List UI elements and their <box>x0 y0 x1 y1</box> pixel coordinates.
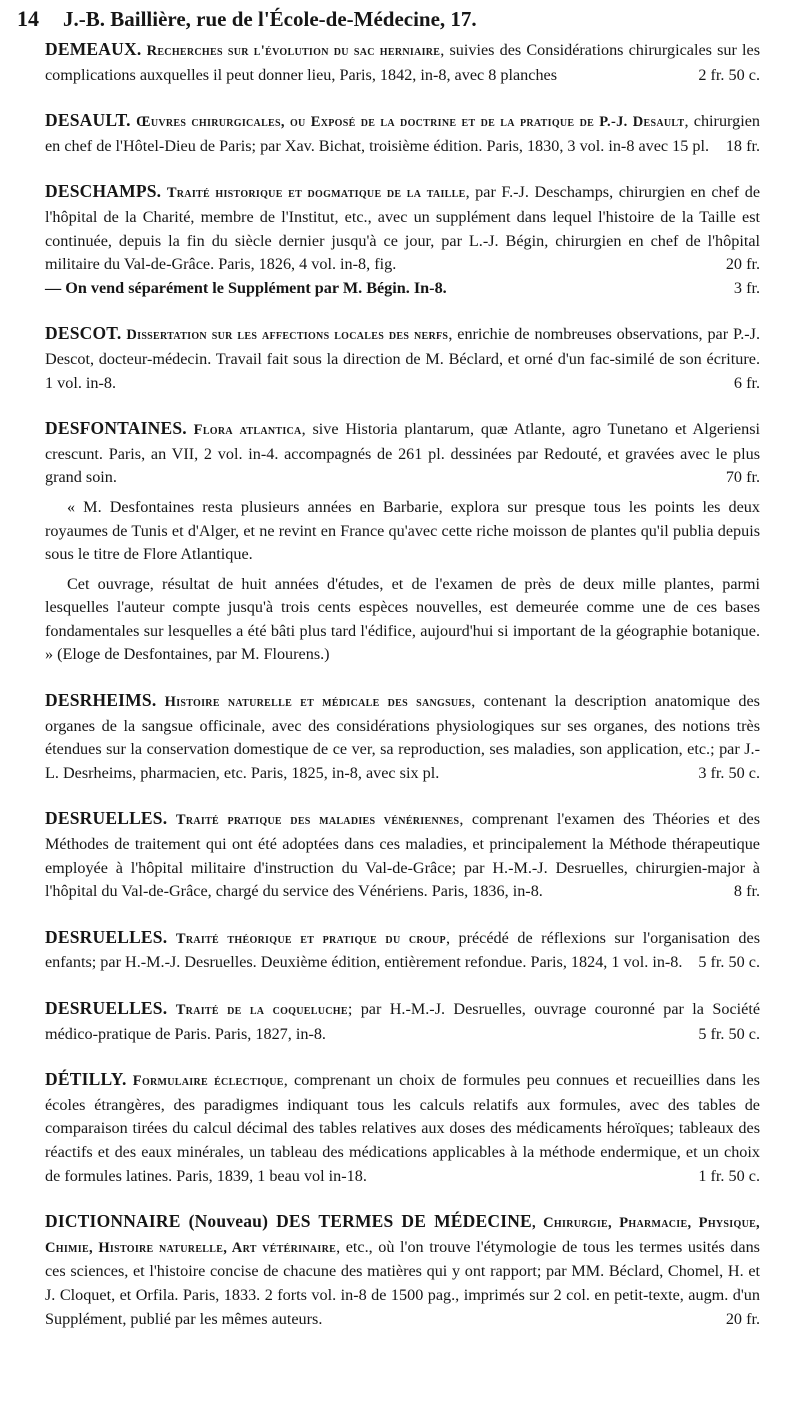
entry-title: Œuvres chirurgicales, ou Exposé de la doctrine et de la pratique de P.-J. Desault <box>136 114 685 131</box>
entry-price: 3 fr. 50 c. <box>698 763 760 782</box>
entry-body: , par F.-J. Deschamps, chirurgien en chef de l'hôpital de la Charité, membre de l'Institut, etc., avec un supplément dans lequel l'histoire de la Taille est continuée, depuis la fin du siècle dernier jusqu'à ce jour, par L.-J. Bégin, chirurgien en chef de l'hôpital militaire du Val-de-Grâce. Paris, 1826, 4 vol. in-8, fig. <box>45 183 761 274</box>
catalog-entry <box>45 322 760 395</box>
entry-price: 70 fr. <box>725 468 760 487</box>
entry-title: Dissertation sur les affections locales des nerfs <box>126 327 449 344</box>
entry-price: 20 fr. <box>725 1309 760 1328</box>
catalog-entry <box>45 1068 760 1188</box>
running-title: J.-B. Baillière, rue de l'École-de-Médecine, 17. <box>63 7 477 31</box>
entry-title: Traité pratique des maladies vénériennes <box>175 812 460 829</box>
entry-headword: DESRUELLES. <box>45 926 168 947</box>
entry-title: , Chirurgie, Pharmacie, Physique, Chimie, Histoire naturelle, Art vétérinaire <box>45 1215 760 1256</box>
entry-price: 8 fr. <box>733 882 760 901</box>
entry-price: 5 fr. 50 c. <box>698 1024 760 1043</box>
catalog-entry <box>45 180 760 300</box>
entry-title: Recherches sur l'évolution du sac herniaire <box>146 43 441 59</box>
catalog-entry <box>45 926 760 975</box>
entry-body: , etc., où l'on trouve l'étymologie de tous les termes usités dans ces sciences, et l'histoire concise de chacune des matières qui y ont rapport; par MM. Béclard, Chomel, H. et J. Cloquet, et Orfila. Paris, 1833. 2 forts vol. in-8 de 1500 pag., imprimés sur 2 col. en petit-texte, augm. d'un Supplément, publié par les mêmes auteurs. <box>45 1237 760 1328</box>
entry-body: , suivies des Considérations chirurgicales sur les complications auxquelles il peut donner lieu, Paris, 1842, in-8, avec 8 planches <box>45 41 761 84</box>
entry-price: 2 fr. 50 c. <box>698 65 760 84</box>
entry-body: , chirurgien en chef de l'Hôtel-Dieu de Paris; par Xav. Bichat, troisième édition. Paris, 1830, 3 vol. in-8 avec 15 pl. <box>45 112 761 155</box>
entry-headword: DESCOT. <box>45 323 122 344</box>
entry-headword: DESCHAMPS. <box>45 181 162 202</box>
entry-supplement-price: 3 fr. <box>733 278 760 297</box>
page-number: 14 <box>17 6 39 31</box>
catalog-entry <box>45 1210 760 1331</box>
entry-title: Histoire naturelle et médicale des sangsues <box>164 694 472 711</box>
entry-headword: DICTIONNAIRE (Nouveau) DES TERMES DE MÉDECINE <box>45 1211 532 1232</box>
entry-title: Flora atlantica <box>193 422 302 439</box>
entry-title: Traité de la coqueluche <box>175 1002 348 1018</box>
entry-body: , précédé de réflexions sur l'organisation des enfants; par H.-M.-J. Desruelles. Deuxième édition, entièrement refondue. Paris, 1824, 1 vol. in-8. <box>45 928 761 972</box>
entry-price: 6 fr. <box>733 373 760 392</box>
entry-headword: DESAULT. <box>45 110 131 131</box>
entry-body: , contenant la description anatomique des organes de la sangsue officinale, avec des considérations physiologiques sur ses organes, des notions très étendues sur la conservation domestique de ce ver, sa reproduction, ses maladies, son application, etc.; par J.-L. Desrheims, pharmacien, etc. Paris, 1825, in-8, avec six pl. <box>45 692 760 782</box>
catalog-entry <box>45 689 760 785</box>
entry-body: , comprenant un choix de formules peu connues et recueillies dans les écoles étrangères, des paradigmes indiquant tous les calculs relatifs aux formules, avec des tables de comparaison tirées du calcul décimal des tables relatives aux doses des médicaments héroïques; tableaux des réactifs et des eaux minérales, un tableau des médications applicables à la méthode endermique, et un choix de formules latines. Paris, 1839, 1 beau vol in-18. <box>45 1071 760 1185</box>
entry-title: Formulaire éclectique <box>132 1073 284 1090</box>
entry-body: ; par H.-M.-J. Desruelles, ouvrage couronné par la Société médico-pratique de Paris. Paris, 1827, in-8. <box>45 1000 761 1043</box>
catalog-entry <box>45 38 760 87</box>
entry-body: , enrichie de nombreuses observations, par P.-J. Descot, docteur-médecin. Travail fait sous la direction de M. Béclard, et orné d'un fac-similé de son écriture. 1 vol. in-8. <box>45 325 761 392</box>
entry-price: 18 fr. <box>725 136 760 155</box>
catalog-entry <box>45 807 760 903</box>
entry-headword: DESRUELLES. <box>45 998 168 1018</box>
entry-headword: DEMEAUX. <box>45 39 142 59</box>
entry-body: , comprenant l'examen des Théories et des Méthodes de traitement qui ont été adoptées dans ces maladies, et principalement la Méthode thérapeutique employée à l'hôpital militaire d'instruction du Val-de-Grâce; par H.-M.-J. Desruelles, chirurgien-major à l'hôpital du Val-de-Grâce, chargé du service des Vénériens. Paris, 1836, in-8. <box>45 810 760 901</box>
catalog-entry <box>45 997 760 1046</box>
entry-title: Traité historique et dogmatique de la taille <box>166 185 466 202</box>
entry-price: 20 fr. <box>725 255 760 274</box>
page-header <box>17 6 760 32</box>
entry-price: 1 fr. 50 c. <box>698 1166 760 1185</box>
entry-headword: DESRHEIMS. <box>45 690 157 711</box>
entry-title: Traité théorique et pratique du croup <box>175 930 446 947</box>
entry-headword: DÉTILLY. <box>45 1069 127 1090</box>
entry-price: 5 fr. 50 c. <box>698 953 760 972</box>
entry-supplement: — On vend séparément le Supplément par M. Bégin. In-8. <box>45 278 447 297</box>
entry-headword: DESFONTAINES. <box>45 418 187 439</box>
catalog-entry <box>45 417 760 667</box>
entry-quote: Cet ouvrage, résultat de huit années d'études, et de l'examen de près de deux mille plantes, parmi lesquelles l'auteur compte jusqu'à trois cents espèces nouvelles, est demeurée comme une de ces bases fondamentales sur lesquelles a été bâti plus tard l'édifice, aujourd'hui si important de la géographie botanique. » (Eloge de Desfontaines, par M. Flourens.) <box>45 574 760 664</box>
entry-body: , sive Historia plantarum, quæ Atlante, agro Tunetano et Algeriensi crescunt. Paris, an VII, 2 vol. in-4. accompagnés de 261 pl. dessinées par Redouté, et gravées avec le plus grand soin. <box>45 420 760 487</box>
entry-quote: « M. Desfontaines resta plusieurs années en Barbarie, explora sur presque tous les points les deux royaumes de Tunis et d'Alger, et ne revint en France qu'avec cette riche moisson de plantes qu'il publia depuis sous le titre de Flore Atlantique. <box>45 497 760 564</box>
entry-headword: DESRUELLES. <box>45 808 168 829</box>
catalog-entry <box>45 109 760 158</box>
